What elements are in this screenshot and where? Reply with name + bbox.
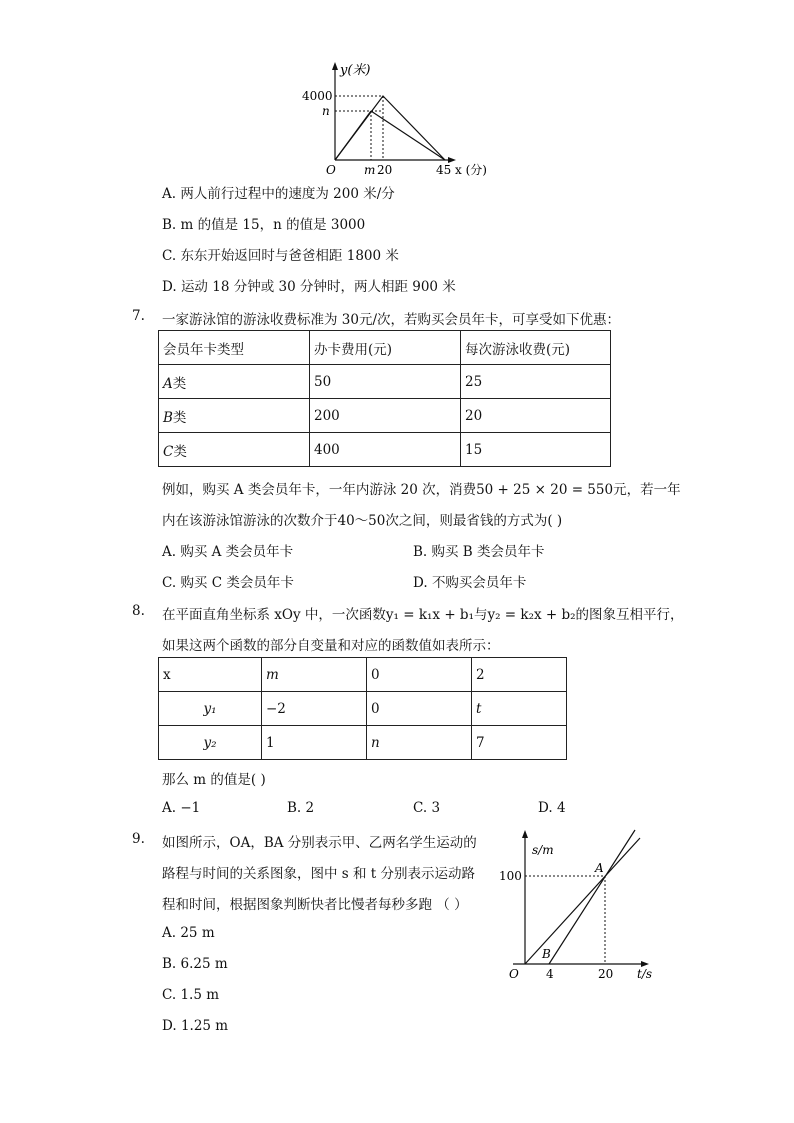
q8-cell-y2-label: y₂ bbox=[159, 726, 262, 760]
q7-row-b-type bbox=[159, 399, 310, 433]
q7-row-b-letter: B bbox=[163, 409, 173, 426]
q6-option-a-letter: A. bbox=[162, 186, 177, 202]
q6-option-a-text: 两人前行过程中的速度为 200 米/分 bbox=[180, 186, 395, 202]
q9-y-tick-100: 100 bbox=[499, 869, 522, 883]
q6-option-a[interactable] bbox=[162, 182, 395, 202]
q7-row-a-per: 25 bbox=[461, 365, 611, 399]
q6-x-tick-m: m bbox=[364, 163, 376, 176]
q7-row-a-letter: A bbox=[163, 375, 173, 392]
q7-row-a-suffix: 类 bbox=[172, 375, 187, 392]
q7-option-a[interactable] bbox=[162, 540, 293, 560]
q7-option-b[interactable] bbox=[413, 540, 545, 560]
q6-x-label: x (分) bbox=[455, 163, 487, 176]
q6-x-tick-20: 20 bbox=[377, 163, 393, 176]
q8-cell-x-1: m bbox=[262, 658, 367, 692]
q7-option-c-text: 购买 C 类会员年卡 bbox=[180, 575, 294, 591]
q8-option-a-letter: A. bbox=[162, 800, 177, 816]
q7-option-c[interactable] bbox=[162, 571, 294, 591]
table-row bbox=[159, 433, 611, 467]
q9-line-ba bbox=[549, 830, 635, 964]
table-row bbox=[159, 692, 567, 726]
q8-cell-y1-label: y₁ bbox=[159, 692, 262, 726]
q6-option-d-letter: D. bbox=[162, 279, 177, 295]
q8-cell-x-label: x bbox=[159, 658, 262, 692]
q7-example-line1: 例如，购买 A 类会员年卡，一年内游泳 20 次，消费50 + 25 × 20 = 550元，若一年 bbox=[162, 482, 681, 498]
q9-graph bbox=[495, 822, 665, 982]
q7-row-c-letter: C bbox=[163, 443, 174, 460]
q9-y-arrow bbox=[522, 830, 528, 838]
q8-cell-x-3: 2 bbox=[472, 658, 567, 692]
q8-option-b-text: 2 bbox=[305, 800, 315, 816]
q7-row-c-suffix: 类 bbox=[173, 443, 187, 460]
q8-table bbox=[158, 657, 567, 760]
q7-table bbox=[158, 330, 611, 467]
q8-option-b-letter: B. bbox=[287, 800, 302, 816]
q9-y-label: s/m bbox=[532, 843, 554, 857]
q9-point-b: B bbox=[542, 947, 551, 961]
q7-row-b-suffix: 类 bbox=[172, 409, 187, 426]
q9-option-b-letter: B. bbox=[162, 956, 177, 972]
q6-graph bbox=[290, 58, 500, 176]
q8-cell-y1-3: t bbox=[472, 692, 567, 726]
q8-cell-y2-3: 7 bbox=[472, 726, 567, 760]
q8-cell-x-2: 0 bbox=[367, 658, 472, 692]
q8-option-c-text: 3 bbox=[431, 800, 441, 816]
q6-option-b-text: m 的值是 15，n 的值是 3000 bbox=[180, 217, 366, 233]
q9-option-a-text: 25 m bbox=[180, 925, 215, 941]
q9-x-label: t/s bbox=[637, 967, 653, 981]
q7-header-type: 会员年卡类型 bbox=[159, 331, 310, 365]
q8-number: 8. bbox=[132, 603, 145, 619]
q8-option-c-letter: C. bbox=[413, 800, 428, 816]
table-row bbox=[159, 399, 611, 433]
q7-row-b-per: 20 bbox=[461, 399, 611, 433]
q7-row-a-type bbox=[159, 365, 310, 399]
q9-x-tick-20: 20 bbox=[598, 967, 614, 981]
q9-option-a[interactable] bbox=[162, 925, 215, 941]
q6-option-d[interactable] bbox=[162, 275, 456, 295]
q6-origin: O bbox=[326, 163, 336, 176]
q6-y-tick-n: n bbox=[322, 104, 330, 118]
q6-option-c[interactable] bbox=[162, 244, 399, 264]
q7-option-b-text: 购买 B 类会员年卡 bbox=[431, 544, 545, 560]
q6-option-c-text: 东东开始返回时与爸爸相距 1800 米 bbox=[180, 248, 399, 264]
table-row bbox=[159, 331, 611, 365]
q9-number: 9. bbox=[132, 831, 145, 847]
q8-option-b[interactable] bbox=[287, 800, 314, 816]
q9-x-tick-4: 4 bbox=[546, 967, 554, 981]
q8-stem-line1: 在平面直角坐标系 xOy 中，一次函数y₁ = k₁x + b₁与y₂ = k₂x + b₂的图象互相平行， bbox=[162, 607, 684, 623]
q7-option-b-letter: B. bbox=[413, 544, 428, 560]
q6-option-b-letter: B. bbox=[162, 217, 177, 233]
table-row bbox=[159, 658, 567, 692]
q9-option-d-letter: D. bbox=[162, 1018, 177, 1034]
q7-option-d-letter: D. bbox=[413, 575, 428, 591]
q7-option-d[interactable] bbox=[413, 571, 526, 591]
q8-cell-y1-2: 0 bbox=[367, 692, 472, 726]
q6-option-c-letter: C. bbox=[162, 248, 177, 264]
q7-row-a-fee: 50 bbox=[310, 365, 461, 399]
q6-option-b[interactable] bbox=[162, 213, 365, 233]
q8-option-a-text: −1 bbox=[180, 800, 201, 816]
q8-stem-line2: 如果这两个函数的部分自变量和对应的函数值如表所示： bbox=[162, 638, 500, 654]
q9-stem-line3: 程和时间，根据图象判断快者比慢者每秒多跑 （ ） bbox=[162, 897, 468, 913]
q9-origin: O bbox=[509, 967, 519, 981]
q7-option-c-letter: C. bbox=[162, 575, 177, 591]
q8-cell-y1-1: −2 bbox=[262, 692, 367, 726]
q8-question: 那么 m 的值是( ) bbox=[162, 772, 266, 788]
q9-option-b-text: 6.25 m bbox=[180, 956, 228, 972]
q6-x-tick-45: 45 bbox=[436, 163, 452, 176]
q9-option-c[interactable] bbox=[162, 987, 219, 1003]
q8-option-d[interactable] bbox=[538, 800, 566, 816]
q8-cell-y2-1: 1 bbox=[262, 726, 367, 760]
q7-header-per: 每次游泳收费(元) bbox=[461, 331, 611, 365]
q7-header-fee: 办卡费用(元) bbox=[310, 331, 461, 365]
q6-line-dad bbox=[335, 111, 371, 160]
q9-option-c-letter: C. bbox=[162, 987, 177, 1003]
q8-option-d-text: 4 bbox=[556, 800, 566, 816]
q7-row-c-per: 15 bbox=[461, 433, 611, 467]
table-row bbox=[159, 726, 567, 760]
q8-option-a[interactable] bbox=[162, 800, 200, 816]
q6-y-arrow bbox=[332, 62, 338, 70]
q9-option-d[interactable] bbox=[162, 1018, 228, 1034]
q9-stem-line1: 如图所示，OA，BA 分别表示甲、乙两名学生运动的 bbox=[162, 835, 477, 851]
q7-option-a-letter: A. bbox=[162, 544, 177, 560]
q8-option-d-letter: D. bbox=[538, 800, 553, 816]
q6-option-d-text: 运动 18 分钟或 30 分钟时，两人相距 900 米 bbox=[180, 279, 456, 295]
q6-y-label: y(米) bbox=[340, 63, 371, 78]
q7-row-b-fee: 200 bbox=[310, 399, 461, 433]
q9-stem-line2: 路程与时间的关系图象，图中 s 和 t 分别表示运动路 bbox=[162, 866, 476, 882]
q7-number: 7. bbox=[132, 308, 145, 324]
q9-option-d-text: 1.25 m bbox=[180, 1018, 229, 1034]
q7-stem: 一家游泳馆的游泳收费标准为 30元/次，若购买会员年卡，可享受如下优惠： bbox=[162, 312, 621, 328]
table-row bbox=[159, 365, 611, 399]
q7-row-c-fee: 400 bbox=[310, 433, 461, 467]
q6-line-dongdong bbox=[335, 96, 445, 160]
q9-option-b[interactable] bbox=[162, 956, 228, 972]
q8-option-c[interactable] bbox=[413, 800, 440, 816]
q8-cell-y2-2: n bbox=[367, 726, 472, 760]
q6-line-return bbox=[371, 111, 445, 160]
q9-option-a-letter: A. bbox=[162, 925, 177, 941]
q9-option-c-text: 1.5 m bbox=[180, 987, 219, 1003]
q7-option-a-text: 购买 A 类会员年卡 bbox=[180, 544, 294, 560]
q7-example-line2: 内在该游泳馆游泳的次数介于40～50次之间，则最省钱的方式为( ) bbox=[162, 513, 563, 529]
q7-option-d-text: 不购买会员年卡 bbox=[431, 575, 527, 591]
q7-row-c-type bbox=[159, 433, 310, 467]
q9-point-a: A bbox=[595, 861, 604, 875]
q6-y-tick-4000: 4000 bbox=[302, 89, 333, 103]
